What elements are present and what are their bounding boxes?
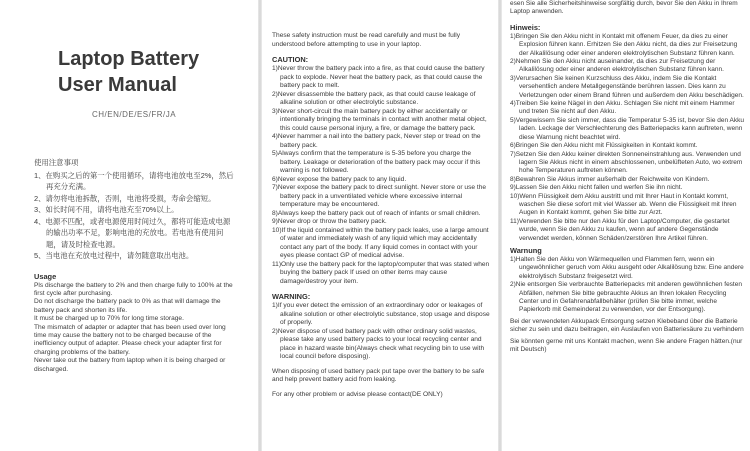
usage-line: It must be charged up to 70% for long time storage. xyxy=(34,315,184,323)
warnung-list xyxy=(510,256,744,315)
hinweis-item: 11)Verwenden Sie bitte nur den Akku für den Laptop/Computer, die gestartet wurde, wenn Sie den Akku zu kaufen, wenn auf andere Gegenstände verwendet werden, können Schäden/zerstören Ihre Artikel führen. xyxy=(510,217,730,242)
caution-item: 1)Never throw the battery pack into a fire, as that could cause the battery pack to explode. Never heat the battery pack, as that could cause the battery pack to melt. xyxy=(272,65,485,89)
english-panel xyxy=(262,0,497,451)
warning-heading: WARNING: xyxy=(272,292,311,301)
usage-heading: Usage xyxy=(34,271,57,281)
warning-list xyxy=(272,302,491,362)
hinweis-item: 3)Verursachen Sie keinen Kurzschluss des Akku, indem Sie die Kontakt versehentlich andere Metallgegenstände berühren lassen. Dies kann zu Verletzungen oder einem Brand führen und außerdem den Akku beschädigen. xyxy=(510,74,744,99)
chinese-heading: 使用注意事项 xyxy=(34,158,79,167)
caution-list xyxy=(272,65,491,286)
caution-item: 6)Never expose the battery pack to any liquid. xyxy=(272,175,407,183)
german-contact-note: Sie könnten gerne mit uns Kontakt machen, wenn Sie andere Fragen hätten.(nur mit Deutsch) xyxy=(510,337,743,354)
chinese-item: 4、电源不匹配，或者电源使用时间过久，都将可能造成电源的输出功率不足，影响电池的充放电。若电池有使用问题，请及时检查电源。 xyxy=(34,216,231,249)
title-line-1: Laptop Battery xyxy=(58,48,200,70)
english-intro: These safety instruction must be read carefully and must be fully understood before attempting to use in your laptop. xyxy=(272,32,461,48)
chinese-item: 3、如长时间不用，请将电池充至70%以上。 xyxy=(34,205,179,214)
cover-panel xyxy=(0,0,258,451)
hinweis-item: 6)Bringen Sie den Akku nicht mit Flüssigkeiten in Kontakt kommt. xyxy=(510,142,698,150)
hinweis-item: 5)Vergewissern Sie sich immer, dass die Temperatur 5-35 ist, bevor Sie den Akku laden. Leckage der Verschlechterung des Batteriepacks kann auftreten, wenn diese Warnung nicht beachtet wird. xyxy=(510,116,744,141)
caution-item: 2)Never disassemble the battery pack, as that could cause leakage of alkaline solution or other electrolytic substance. xyxy=(272,90,476,106)
usage-line: Pls discharge the battery to 2% and then charge fully to 100% at the first cycle after purchasing. xyxy=(34,281,233,297)
language-codes: CH/EN/DE/ES/FR/JA xyxy=(92,110,177,119)
caution-item: 4)Never hammer a nail into the battery pack, Never step or tread on the battery pack. xyxy=(272,133,481,149)
warnung-item: 1)Halten Sie den Akku von Wärmequellen und Flammen fern, wenn ein ungewöhnlicher geruch vom Akku ausgeht oder Alkalilösung bzw. Eine andere elektrolytisch Substanz freigesetzt wird. xyxy=(510,255,744,280)
usage-section xyxy=(34,272,234,374)
hinweis-item: 4)Treiben Sie keine Nägel in den Akku. Schlagen Sie nicht mit einem Hammer und treten Sie nicht auf den Akku. xyxy=(510,100,735,116)
hinweis-item: 9)Lassen Sie den Akku nicht fallen und werfen Sie ihn nicht. xyxy=(510,184,683,192)
caution-item: 11)Only use the battery pack for the laptop/computer that was stated when buying the battery pack If used on other items may cause damage/destroy your item. xyxy=(272,260,490,285)
disposal-note: When disposing of used battery pack put tape over the battery to be safe and help prevent battery acid from leaking. xyxy=(272,367,485,383)
manual-title xyxy=(58,46,234,98)
hinweis-item: 1)Bringen Sie den Akku nicht in Kontakt mit offenem Feuer, da dies zu einer Explosion führen kann. Erhitzen Sie den Akku nicht, da dies zur Freisetzung der Alkalilösung oder einer anderen elektrolytischen Substanz führen kann. xyxy=(510,32,738,57)
chinese-notes xyxy=(34,157,234,262)
chinese-list xyxy=(34,170,234,262)
warning-item: 2)Never dispose of used battery pack with other ordinary solid wastes, please take any used battery packs to your local recycling center and place in hazard waste bin(Always check what recycling bin to use with local council before disposing). xyxy=(272,327,485,360)
usage-line: Never take out the battery from laptop when it is being charged or discharged. xyxy=(34,357,226,373)
caution-item: 5)Always confirm that the temperature is 5-35 before you charge the battery. Leakage or deterioration of the battery pack may occur if this warning is not followed. xyxy=(272,150,481,174)
german-disposal-note: Bei der verwendeten Akkupack Entsorgung setzen Klebeband über die Batterie sicher zu sein und dazu beitragen, ein Auslaufen von Batteriesäure zu verhindern xyxy=(510,317,744,334)
title-line-2: User Manual xyxy=(58,74,177,96)
chinese-item: 5、当电池在充放电过程中，请勿随意取出电池。 xyxy=(34,251,194,260)
contact-note: For any other problem or advise please contact(DE ONLY) xyxy=(272,390,443,398)
german-panel xyxy=(502,0,750,451)
caution-item: 10)If the liquid contained within the battery pack leaks, use a large amount of water and immediately wash of any liquid which may accidentally contact any part of the body. If any liquid comes in contact with your eyes please contact GP of medical advise. xyxy=(272,226,489,259)
caution-item: 7)Never expose the battery pack to direct sunlight. Never store or use the battery pack in a unventilated vehicle where excessive internal temperature may be encountered. xyxy=(272,184,487,208)
warnung-heading: Warnung xyxy=(510,245,542,255)
caution-item: 8)Always keep the battery pack out of reach of infants or small children. xyxy=(272,209,481,217)
chinese-item: 2、请勿将电池拆散，否则，电池将受损，寿命会缩短。 xyxy=(34,193,216,203)
usage-line: The mismatch of adapter or adapter that has been used over long time may cause the battery not to be charged because of the inefficiency output of adapter. Please check your adapter first for charging problems of the battery. xyxy=(34,323,226,356)
warning-item: 1)If you ever detect the emission of an extraordinary odor or leakages of alkaline solution or other electrolytic substance, stop usage and dispose of properly. xyxy=(272,302,490,326)
german-intro: esen Sie alle Sicherheitshinweise sorgfältig durch, bevor Sie den Akku in Ihrem Laptop anwenden. xyxy=(510,0,738,16)
caution-item: 3)Never short-circuit the main battery pack by either accidentally or intentionally bringing the terminals in contact with another metal object, this could cause personal injury, a fire, or damage the battery pack. xyxy=(272,107,487,132)
hinweis-list xyxy=(510,33,744,243)
hinweis-item: 7)Setzen Sie den Akku keiner direkten Sonneneinstrahlung aus. Verwenden und lagern Sie Akkus nicht in einem abschlossenen, unbelüfteten Auto, wo extrem hohe Temperaturen auftreten können. xyxy=(510,150,743,175)
caution-item: 9)Never drop or throw the battery pack. xyxy=(272,218,387,225)
usage-line: Do not discharge the battery pack to 0% as that will damage the battery pack and shorten its life. xyxy=(34,298,221,314)
caution-heading: CAUTION: xyxy=(272,55,309,64)
hinweis-item: 8)Bewahren Sie Akkus immer außerhalb der Reichweite von Kindern. xyxy=(510,175,710,183)
warnung-item: 2)Nie entsorgen Sie verbrauchte Batteriepacks mit anderen gewöhnlichen festen Abfällen, nehmen Sie bitte gebrauchte Akkus an Ihren lokalen Recycling Center und in Gefahrenabfallbehälter (prüfen Sie bitte immer, welche Papierkorb mit Gemeinderat zu verwenden, vor der Entsorgung). xyxy=(510,281,742,314)
hinweis-item: 10)Wenn Flüssigkeit dem Akku austritt und mit Ihrer Haut in Kontakt kommt, waschen Sie diese sofort mit viel Wasser ab. Wenn die Flüssigkeit mit Ihren Augen in Kontakt kommt, gehen Sie bitte zur Arzt. xyxy=(510,192,737,217)
hinweis-heading: Hinweis: xyxy=(510,22,541,32)
hinweis-item: 2)Nehmen Sie den Akku nicht auseinander, da dies zur Freisetzung der Alkalilösung oder einer anderen elektrolytischen Substanz führen kann. xyxy=(510,58,724,74)
chinese-item: 1、在购买之后的第一个使用循环，请将电池放电至2%，然后再充分充满。 xyxy=(34,170,234,191)
